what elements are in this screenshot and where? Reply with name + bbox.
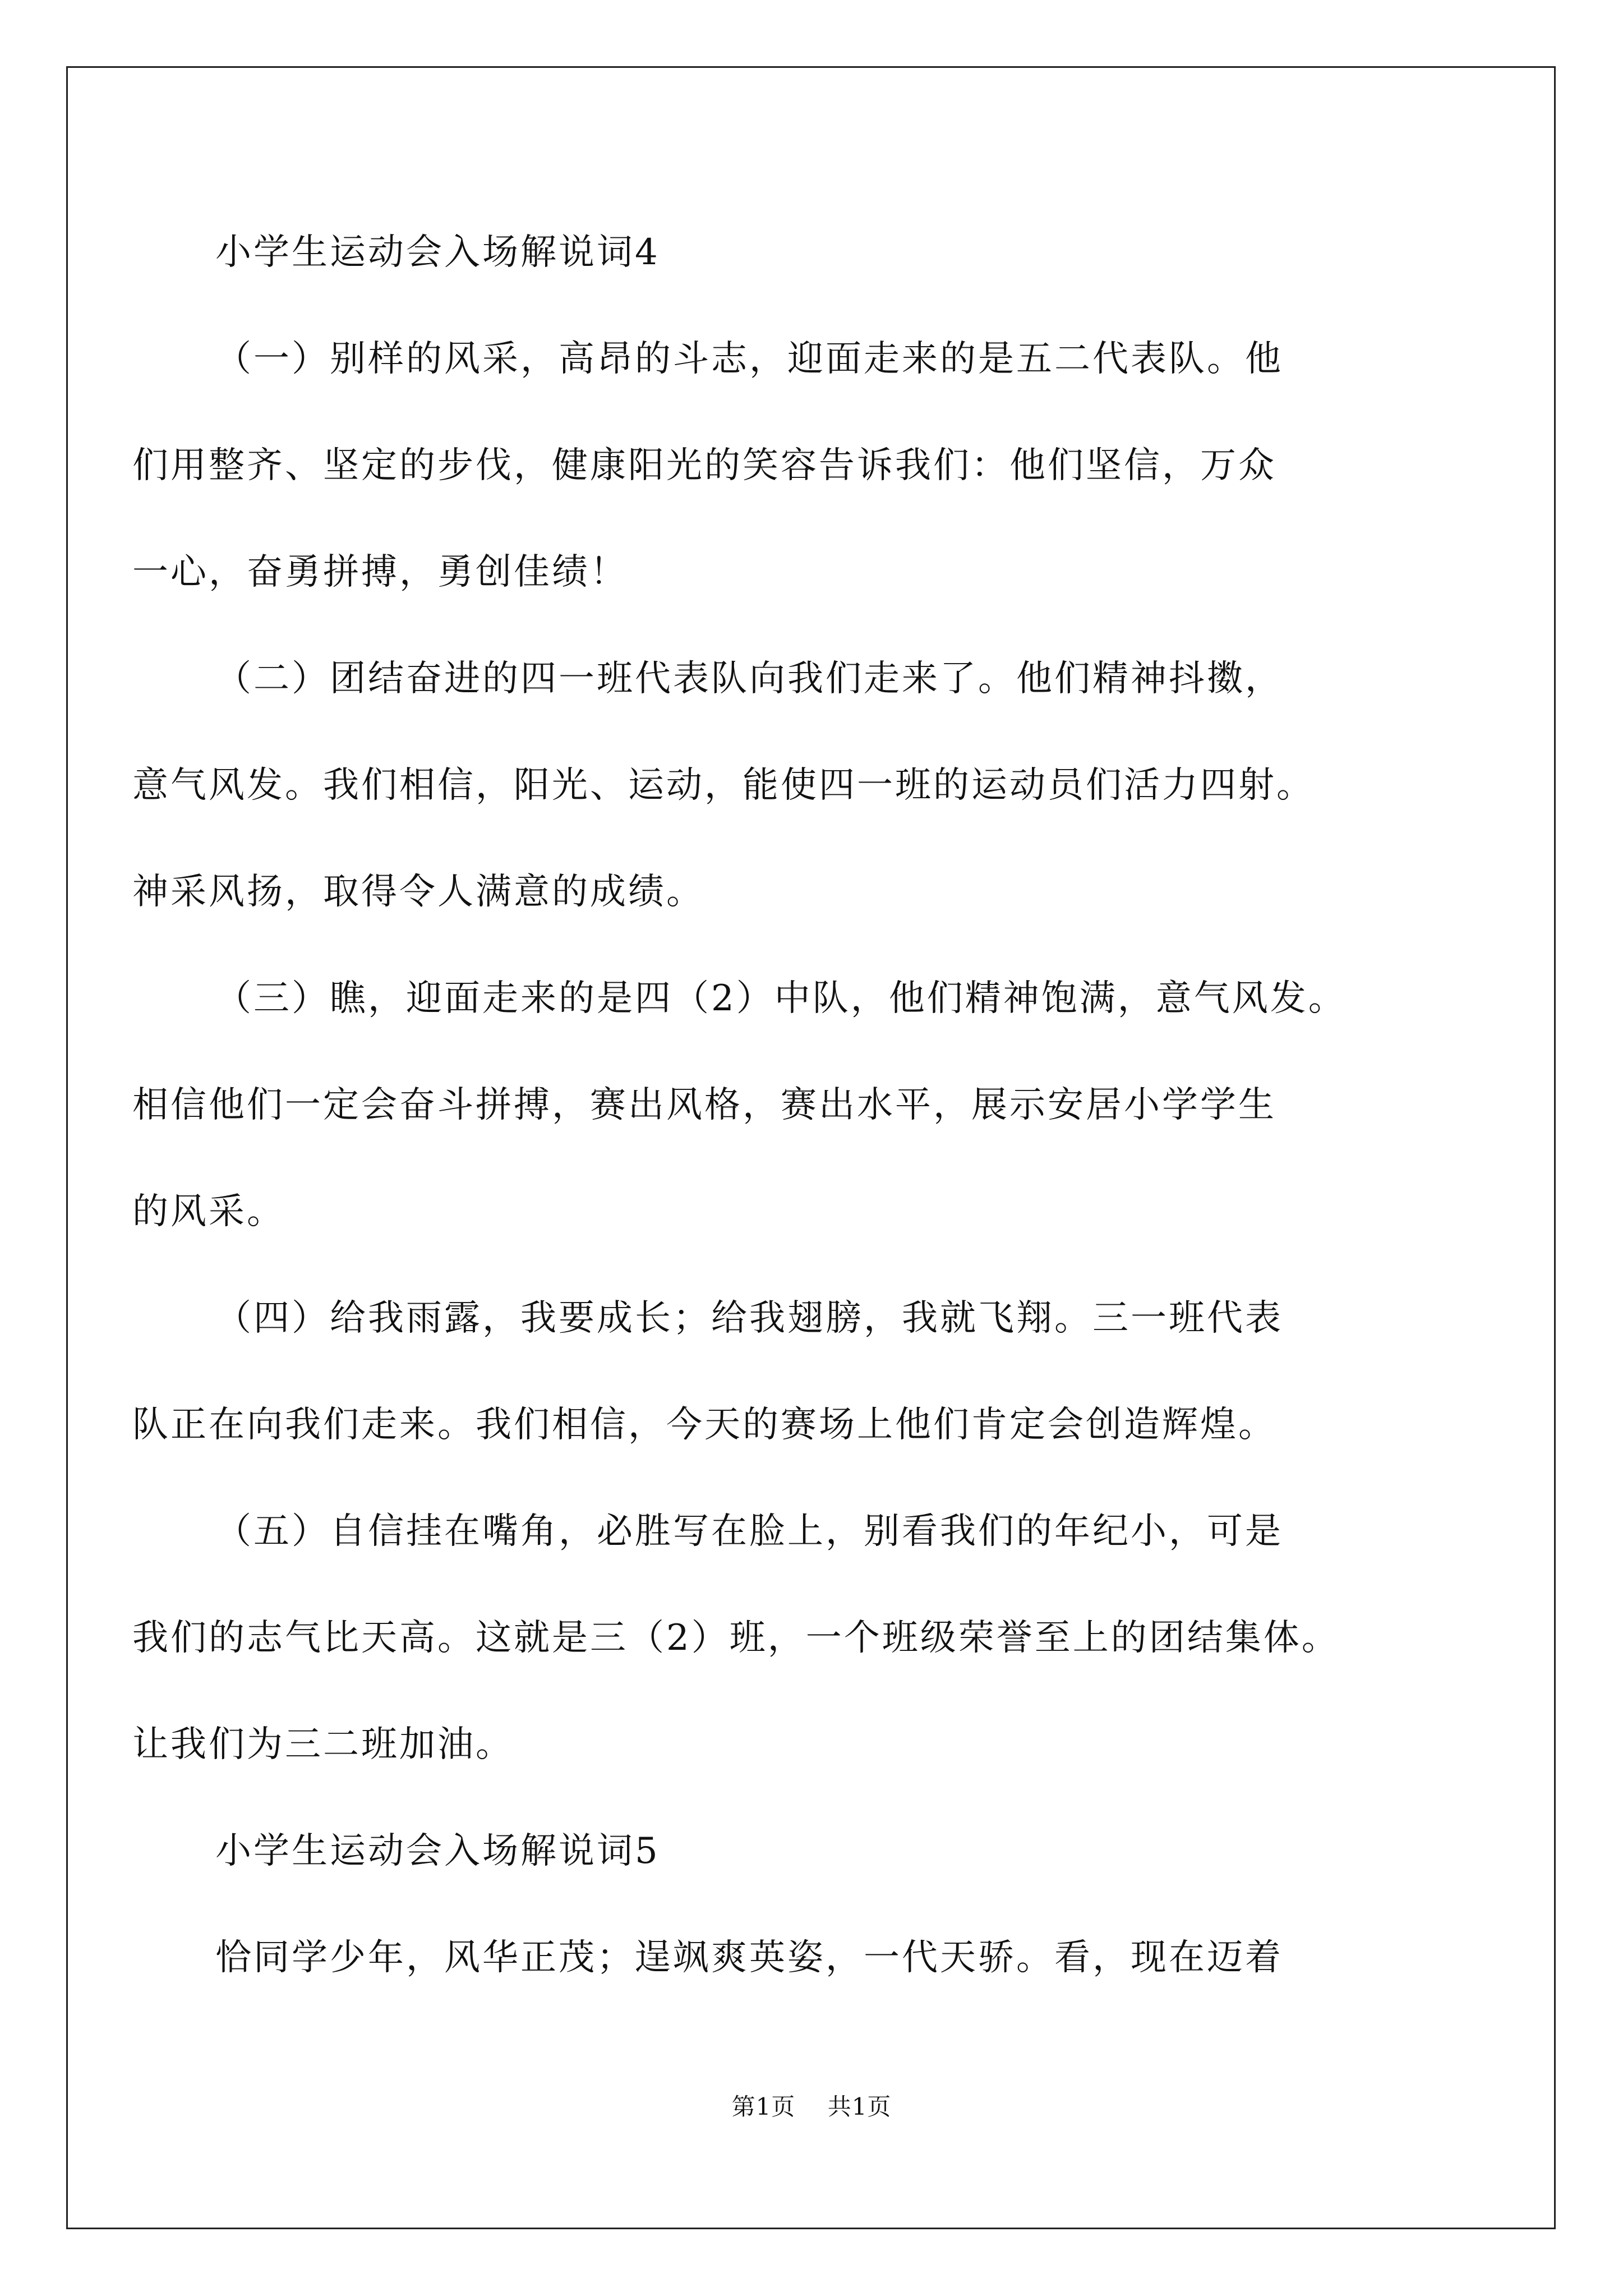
page-total: 共1页 — [827, 2093, 892, 2120]
paragraph-line: 我们的志气比天高。这就是三（2）班，一个班级荣誉至上的团结集体。 — [132, 1617, 1340, 1659]
paragraph-line: 一心，奋勇拼搏，勇创佳绩！ — [132, 551, 628, 593]
page-number: 第1页 — [731, 2093, 796, 2120]
paragraph-line: 让我们为三二班加油。 — [132, 1724, 514, 1765]
paragraph-line: （二）团结奋进的四一班代表队向我们走来了。他们精神抖擞， — [215, 658, 1283, 700]
paragraph-line: （五）自信挂在嘴角，必胜写在脸上，别看我们的年纪小，可是 — [215, 1511, 1283, 1552]
paragraph-line: 意气风发。我们相信，阳光、运动，能使四一班的运动员们活力四射。 — [132, 765, 1315, 806]
paragraph-line: 队正在向我们走来。我们相信，今天的赛场上他们肯定会创造辉煌。 — [132, 1404, 1276, 1446]
paragraph-line: 相信他们一定会奋斗拼搏，赛出风格，赛出水平，展示安居小学学生 — [132, 1084, 1276, 1126]
section-heading: 小学生运动会入场解说词5 — [215, 1830, 660, 1872]
page-footer — [0, 2093, 1623, 2121]
paragraph-line: 神采风扬，取得令人满意的成绩。 — [132, 871, 704, 913]
paragraph-line: 的风采。 — [132, 1191, 285, 1232]
paragraph-line: （一）别样的风采，高昂的斗志，迎面走来的是五二代表队。他 — [215, 338, 1283, 380]
paragraph-line: （三）瞧，迎面走来的是四（2）中队，他们精神饱满，意气风发。 — [215, 978, 1347, 1019]
section-heading: 小学生运动会入场解说词4 — [215, 232, 660, 273]
paragraph-line: 恰同学少年，风华正茂；逞飒爽英姿，一代天骄。看，现在迈着 — [215, 1937, 1283, 1978]
paragraph-line: 们用整齐、坚定的步伐，健康阳光的笑容告诉我们：他们坚信，万众 — [132, 445, 1276, 486]
page-border — [66, 66, 1556, 2229]
paragraph-line: （四）给我雨露，我要成长；给我翅膀，我就飞翔。三一班代表 — [215, 1297, 1283, 1339]
